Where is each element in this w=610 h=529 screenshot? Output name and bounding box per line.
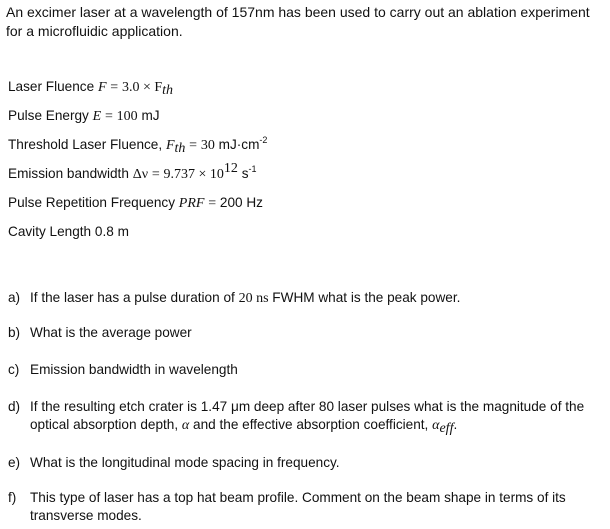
question-letter: c) xyxy=(8,362,20,377)
question-text: What is the average power xyxy=(30,325,192,340)
param-cavity-length xyxy=(8,222,129,242)
param-symbol: E xyxy=(92,109,102,124)
param-value: 3.0 × F xyxy=(121,80,163,95)
question-b xyxy=(8,324,606,342)
param-emission-bandwidth xyxy=(8,161,257,184)
question-text: This type of laser has a top hat beam profile. Comment on the beam shape in terms of its transverse modes. xyxy=(30,490,566,523)
param-label: Pulse Energy xyxy=(8,108,89,123)
problem-intro: An excimer laser at a wavelength of 157nm has been used to carry out an ablation experiment for a microfluidic application. xyxy=(6,4,590,39)
param-unit: mJ·cm xyxy=(218,137,260,152)
question-letter: b) xyxy=(8,325,21,340)
question-c xyxy=(8,361,606,379)
question-a xyxy=(8,289,606,308)
param-unit-exponent: -1 xyxy=(248,164,257,174)
param-equals: = xyxy=(208,196,217,211)
param-unit-exponent: -2 xyxy=(259,135,268,145)
param-label: Cavity Length 0.8 m xyxy=(8,224,129,239)
question-e xyxy=(8,454,606,472)
question-text: Emission bandwidth in wavelength xyxy=(30,362,238,377)
param-symbol: PRF xyxy=(178,196,205,211)
param-value: 200 Hz xyxy=(219,195,263,210)
param-label: Pulse Repetition Frequency xyxy=(8,195,175,210)
param-equals: = xyxy=(110,80,119,95)
question-letter: e) xyxy=(8,455,21,470)
param-equals: = xyxy=(189,138,198,153)
param-unit: s xyxy=(241,166,249,181)
param-label: Laser Fluence xyxy=(8,79,95,94)
param-pulse-energy xyxy=(8,106,160,126)
param-equals: = xyxy=(151,167,160,182)
param-laser-fluence xyxy=(8,77,173,97)
param-label: Threshold Laser Fluence, xyxy=(8,137,163,152)
question-d xyxy=(8,398,606,435)
question-text: If the laser has a pulse duration of 20 ns FWHM what is the peak power. xyxy=(30,290,461,306)
param-symbol-subscript: th xyxy=(174,141,186,156)
param-label: Emission bandwidth xyxy=(8,166,129,181)
param-value-subscript: th xyxy=(162,83,174,98)
question-f xyxy=(8,489,606,525)
question-letter: d) xyxy=(8,399,21,414)
param-unit: mJ xyxy=(141,108,160,123)
param-symbol: Δν xyxy=(132,167,149,182)
param-symbol: F xyxy=(97,80,107,95)
question-text: What is the longitudinal mode spacing in frequency. xyxy=(30,455,340,470)
param-pulse-repetition-frequency xyxy=(8,193,263,213)
param-value-exponent: 12 xyxy=(223,161,238,176)
param-value: 30 xyxy=(200,138,215,153)
param-threshold-fluence xyxy=(8,135,267,155)
question-letter: a) xyxy=(8,290,21,305)
param-equals: = xyxy=(104,109,113,124)
question-text: If the resulting etch crater is 1.47 μm deep after 80 laser pulses what is the magnitude of the optical absorption depth, α and the effective absorption coefficient, $\alpha_{eff}$. xyxy=(30,399,585,436)
question-letter: f) xyxy=(8,490,17,505)
param-value: 100 xyxy=(116,109,138,124)
param-value: 9.737 × 10 xyxy=(163,167,224,182)
param-symbol: F xyxy=(165,138,175,153)
